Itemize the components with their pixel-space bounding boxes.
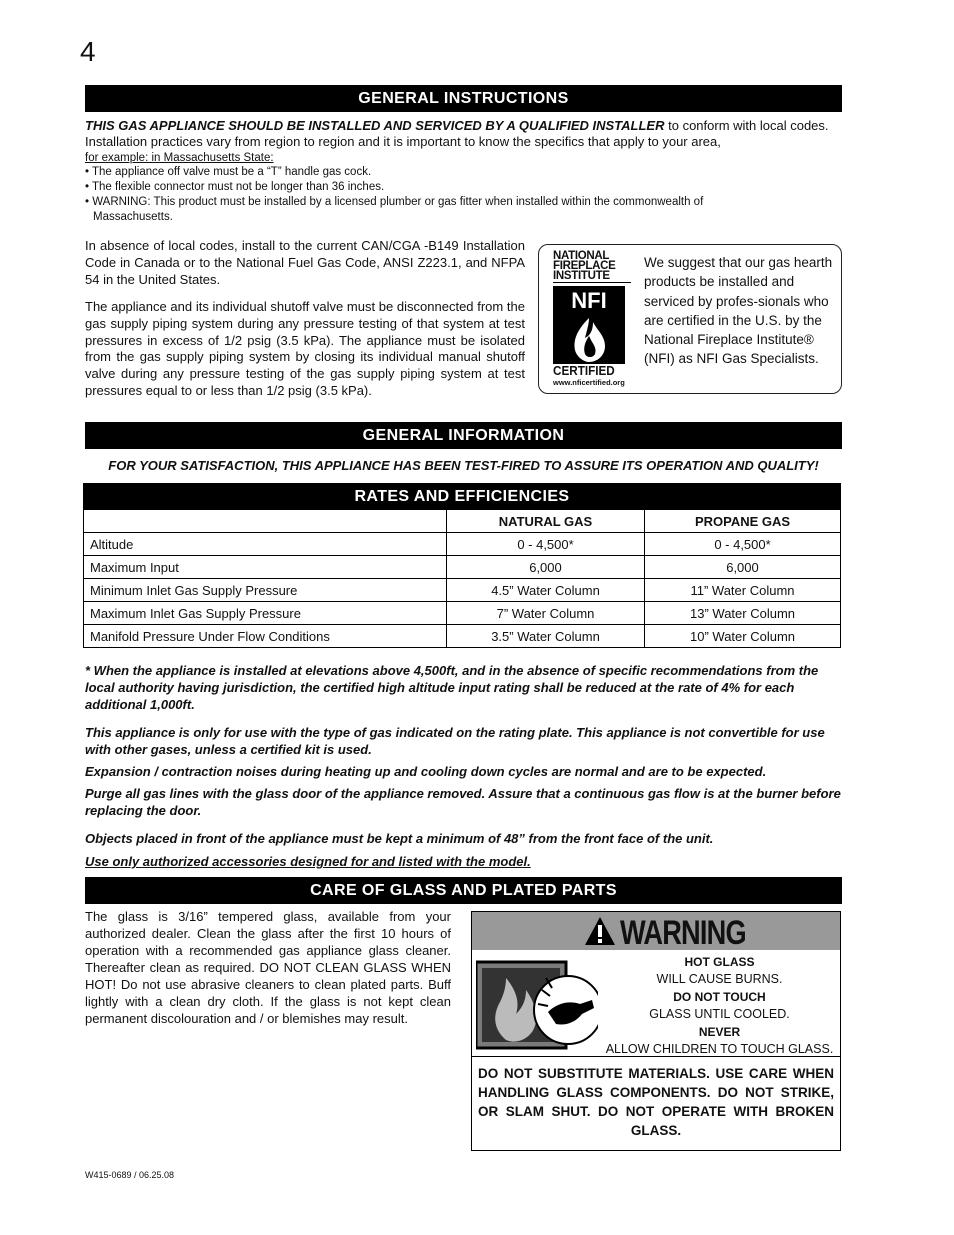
hot-glass-text: WILL CAUSE BURNS. xyxy=(656,971,783,986)
warning-triangle-icon xyxy=(584,915,616,947)
nfi-logo-line1: NATIONAL xyxy=(553,250,610,262)
warning-title: WARNING xyxy=(620,914,746,952)
shutoff-paragraph: The appliance and its individual shutoff valve must be disconnected from the gas supply piping system during any pressure testing of that system at test pressures in excess of 1/2 psig (3.5 kPa). The appliance must be isolated from the gas supply piping system by closing its individual manual shutoff valve during any pressure testing of the gas supply piping system at test pressures equal to or less than 1/2 psig (3.5 kPa). xyxy=(85,299,525,398)
table-row xyxy=(84,602,841,625)
natural-value: 0 - 4,500* xyxy=(447,533,645,556)
never-label: NEVER xyxy=(698,1025,741,1039)
gas-type-note: This appliance is only for use with the type of gas indicated on the rating plate. This appliance is not convertible for use with other gases, unless a certified kit is used. xyxy=(85,725,825,757)
row-label: Manifold Pressure Under Flow Conditions xyxy=(84,625,447,648)
warning-messages xyxy=(602,954,837,1057)
row-label: Maximum Inlet Gas Supply Pressure xyxy=(84,602,447,625)
noise-note: Expansion / contraction noises during heating up and cooling down cycles are normal and are to be expected. xyxy=(85,764,767,779)
hot-glass-label: HOT GLASS xyxy=(684,955,755,969)
nfi-logo-line2: FIREPLACE xyxy=(553,260,616,272)
rates-table xyxy=(83,483,841,648)
purge-note: Purge all gas lines with the glass door of the appliance removed. Assure that a continuous gas flow is at the burner before replacing the door. xyxy=(85,786,841,818)
propane-value: 6,000 xyxy=(645,556,841,579)
altitude-note: * When the appliance is installed at elevations above 4,500ft, and in the absence of specific recommendations from the local authority having jurisdiction, the certified high altitude input rating shall be reduced at the rate of 4% for each additional 1,000ft. xyxy=(85,663,819,712)
bullet-2: • The flexible connector must not be longer than 36 inches. xyxy=(85,181,385,193)
general-instructions-heading: GENERAL INSTRUCTIONS xyxy=(85,85,842,112)
nfi-flame-icon xyxy=(553,314,625,364)
intro-rest: to conform with local codes. Installation practices vary from region to region and it is important to know the specifics that apply to your area, xyxy=(85,118,829,149)
nfi-logo xyxy=(553,251,631,387)
nfi-url: www.nficertified.org xyxy=(553,378,625,387)
intro-paragraph xyxy=(85,118,845,150)
warning-bottom-text: DO NOT SUBSTITUTE MATERIALS. USE CARE WHEN HANDLING GLASS COMPONENTS. DO NOT STRIKE, OR SLAM SHUT. DO NOT OPERATE WITH BROKEN GLASS. xyxy=(478,1066,834,1138)
propane-value: 0 - 4,500* xyxy=(645,533,841,556)
table-row xyxy=(84,579,841,602)
hot-glass-burn-icon xyxy=(476,960,598,1052)
natural-value: 7” Water Column xyxy=(447,602,645,625)
nfi-mark xyxy=(553,286,625,364)
clearance-note: Objects placed in front of the appliance must be kept a minimum of 48” from the front face of the unit. xyxy=(85,831,714,846)
general-information-heading: GENERAL INFORMATION xyxy=(85,422,842,449)
warning-divider xyxy=(472,1056,840,1057)
example-label: for example: in Massachusetts State: xyxy=(85,152,274,164)
satisfaction-note: FOR YOUR SATISFACTION, THIS APPLIANCE HAS BEEN TEST-FIRED TO ASSURE ITS OPERATION AND QUALITY! xyxy=(108,458,819,473)
natural-value: 4.5” Water Column xyxy=(447,579,645,602)
rates-heading: RATES AND EFFICIENCIES xyxy=(84,484,841,510)
do-not-touch-label: DO NOT TOUCH xyxy=(673,990,766,1004)
propane-value: 11” Water Column xyxy=(645,579,841,602)
intro-bold: THIS GAS APPLIANCE SHOULD BE INSTALLED AND SERVICED BY A QUALIFIED INSTALLER xyxy=(85,118,665,133)
do-not-touch-text: GLASS UNTIL COOLED. xyxy=(649,1006,790,1021)
column-header-natural: NATURAL GAS xyxy=(447,510,645,533)
natural-value: 3.5” Water Column xyxy=(447,625,645,648)
row-label: Altitude xyxy=(84,533,447,556)
propane-value: 13” Water Column xyxy=(645,602,841,625)
warning-box xyxy=(471,911,841,1151)
nfi-logo-line3: INSTITUTE xyxy=(553,271,631,283)
table-row xyxy=(84,533,841,556)
table-row xyxy=(84,625,841,648)
bullet-3: • WARNING: This product must be installed by a licensed plumber or gas fitter when installed within the commonwealth of xyxy=(85,196,704,208)
nfi-mark-text: NFI xyxy=(571,288,607,313)
column-header-propane: PROPANE GAS xyxy=(645,510,841,533)
page-number: 4 xyxy=(80,36,96,67)
footer-code: W415-0689 / 06.25.08 xyxy=(85,1170,175,1180)
propane-value: 10” Water Column xyxy=(645,625,841,648)
bullet-1: • The appliance off valve must be a “T” handle gas cock. xyxy=(85,166,372,178)
warning-header xyxy=(472,912,840,950)
nfi-certified: CERTIFIED xyxy=(553,363,615,378)
never-text: ALLOW CHILDREN TO TOUCH GLASS. xyxy=(605,1041,834,1056)
accessories-note: Use only authorized accessories designed for and listed with the model. xyxy=(85,854,531,869)
codes-paragraph: In absence of local codes, install to the current CAN/CGA -B149 Installation Code in Canada or to the National Fuel Gas Code, ANSI Z223.1, and NFPA 54 in the United States. xyxy=(85,238,525,287)
nfi-certification-box xyxy=(538,244,842,394)
bullet-3-cont: Massachusetts. xyxy=(93,211,173,223)
row-label: Maximum Input xyxy=(84,556,447,579)
table-row xyxy=(84,556,841,579)
care-heading: CARE OF GLASS AND PLATED PARTS xyxy=(85,877,842,904)
nfi-text: We suggest that our gas hearth products be installed and serviced by profes-sionals who are certified in the U.S. by the National Fireplace Institute® (NFI) as NFI Gas Specialists. xyxy=(644,255,833,367)
column-header xyxy=(84,510,447,533)
table-header-row xyxy=(84,510,841,533)
care-paragraph: The glass is 3/16” tempered glass, available from your authorized dealer. Clean the glass after the first 10 hours of operation with a recommended gas appliance glass cleaner. Thereafter clean as required. DO NOT CLEAN GLASS WHEN HOT! Do not use abrasive cleaners to clean plated parts. Buff lightly with a clean dry cloth. If the glass is not kept clean permanent discolouration and / or blemishes may result. xyxy=(85,909,451,1026)
natural-value: 6,000 xyxy=(447,556,645,579)
row-label: Minimum Inlet Gas Supply Pressure xyxy=(84,579,447,602)
